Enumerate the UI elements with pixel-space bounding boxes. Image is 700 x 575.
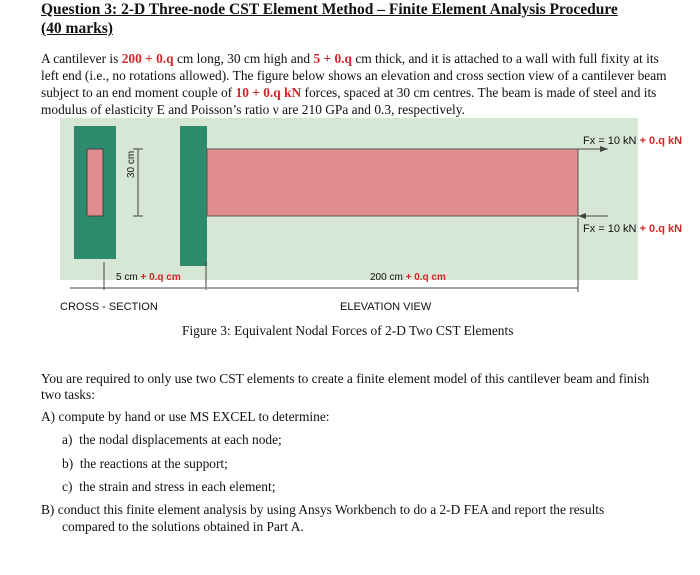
thickness-value: 5 + 0.q xyxy=(313,51,352,66)
sub-text: the reactions at the support; xyxy=(79,456,228,471)
para-text-3: cm thick, and it is attached to a wall with full fixity at its left end (i.e., no rotations allowed). The figure below shows an elevation and cross section view of a cantilever beam subject to an end moment couple of xyxy=(41,51,667,100)
task-b xyxy=(41,502,604,518)
cross-section-inner xyxy=(87,149,103,216)
force-top-suffix: + 0.q kN xyxy=(639,135,683,147)
title-line-1: Question 3: 2-D Three-node CST Element Method – Finite Element Analysis Procedure xyxy=(41,1,618,18)
sub-label: b) xyxy=(62,456,74,471)
width-label-suffix: + 0.q cm xyxy=(140,272,181,283)
sub-label: c) xyxy=(62,479,73,494)
problem-description xyxy=(41,50,671,118)
sub-text: the nodal displacements at each node; xyxy=(79,432,282,447)
height-label: 30 cm xyxy=(126,150,137,178)
para-text-1: A cantilever is xyxy=(41,51,122,66)
sub-label: a) xyxy=(62,432,73,447)
length-value: 200 + 0.q xyxy=(121,51,174,66)
task-a-sub-2 xyxy=(62,456,228,472)
sub-text: the strain and stress in each element; xyxy=(79,479,276,494)
force-top-prefix: Fx = 10 kN xyxy=(583,135,637,147)
force-label-bottom xyxy=(583,223,682,235)
para-text-4: forces, spaced at 30 cm centres. The beam is made of steel and its modulus of elasticity E and Poisson’s ratio ν are 210 GPa and 0.3, respectively. xyxy=(41,85,657,117)
task-b-text-1: conduct this finite element analysis by using Ansys Workbench to do a 2-D FEA and report the results xyxy=(57,502,605,517)
force-bottom-suffix: + 0.q kN xyxy=(639,223,683,235)
question-title xyxy=(41,0,681,38)
task-a-sub-3 xyxy=(62,479,275,495)
beam-figure xyxy=(60,118,700,318)
task-b-label: B) xyxy=(41,502,55,517)
wall-support xyxy=(180,126,207,266)
width-label xyxy=(116,272,181,283)
para-text-2: cm long, 30 cm high and xyxy=(173,51,314,66)
task-a-sub-1 xyxy=(62,432,282,448)
task-a-text: compute by hand or use MS EXCEL to determine: xyxy=(58,409,330,424)
length-label xyxy=(370,272,446,283)
task-b-cont: compared to the solutions obtained in Part A. xyxy=(62,519,304,534)
cross-section-label: CROSS - SECTION xyxy=(60,301,158,313)
task-a xyxy=(41,409,329,425)
width-label-prefix: 5 cm xyxy=(116,272,138,283)
force-label-top xyxy=(583,135,682,147)
task-intro: You are required to only use two CST elements to create a finite element model of this cantilever beam and finish two tasks: xyxy=(41,371,650,402)
force-bottom-prefix: Fx = 10 kN xyxy=(583,223,637,235)
elevation-label: ELEVATION VIEW xyxy=(340,301,432,313)
title-line-2: (40 marks) xyxy=(41,20,113,37)
length-label-suffix: + 0.q cm xyxy=(405,272,446,283)
task-a-label: A) xyxy=(41,409,56,424)
beam-elevation xyxy=(207,149,578,216)
force-value: 10 + 0.q kN xyxy=(235,85,302,100)
figure-caption: Figure 3: Equivalent Nodal Forces of 2-D Two CST Elements xyxy=(182,323,514,338)
beam-diagram xyxy=(60,118,700,318)
length-label-prefix: 200 cm xyxy=(370,272,403,283)
